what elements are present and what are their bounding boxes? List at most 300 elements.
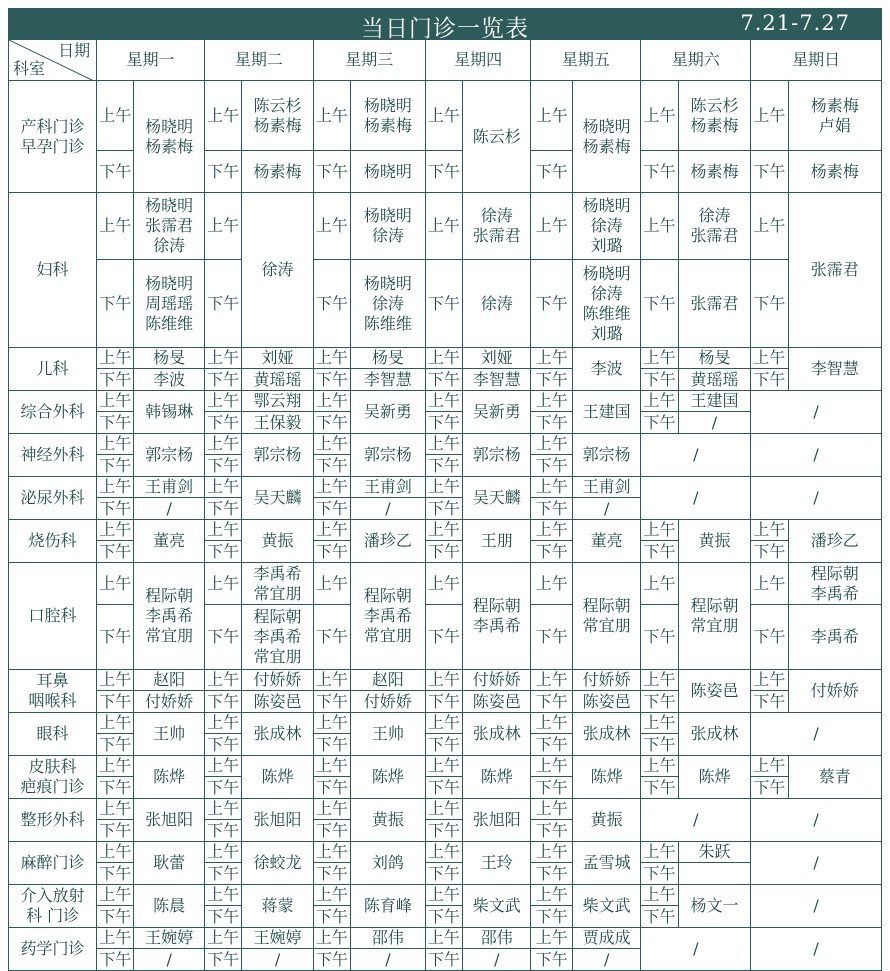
period-am-label: 上午 [531,477,572,498]
day-header-2: 星期二 [204,40,313,81]
corner-header [9,40,97,81]
dept-name: 眼科 [9,713,97,756]
period-am-label: 上午 [204,520,241,541]
period-pm-label: 下午 [531,151,572,193]
period-pm-label: 下午 [425,906,462,928]
period-am-label: 上午 [641,842,678,863]
period-am-label: 上午 [204,713,241,734]
period-pm-label: 下午 [531,949,572,971]
doctor-names-pm: 张霈君 [678,260,751,348]
doctor-names-pm: 黄瑶瑶 [242,369,314,391]
period-pm-label: 下午 [313,777,350,799]
period-pm-label: 下午 [97,455,134,477]
period-am-label: 上午 [204,81,241,151]
period-am-label: 上午 [97,520,134,541]
doctor-names-am: 杨晓明 张霈君 徐涛 [134,193,205,260]
period-pm-label: 下午 [313,151,350,193]
period-pm-label: 下午 [425,369,462,391]
period-pm-label: 下午 [313,541,350,563]
period-am-label: 上午 [531,563,572,605]
period-pm-label: 下午 [97,820,134,842]
doctor-names-pm: 黄瑶瑶 [678,369,751,391]
period-am-label: 上午 [641,391,678,412]
period-am-label: 上午 [97,81,134,151]
doctor-names: 耿蕾 [134,842,205,885]
doctor-names-am: 付娇娇 [572,670,640,691]
period-pm-label: 下午 [531,412,572,434]
period-pm-label: 下午 [204,734,241,756]
slash-cell: / [751,842,882,885]
doctor-names-am: 杨晓明 徐涛 刘璐 [572,193,640,260]
period-am-label: 上午 [751,520,788,541]
period-pm-label: 下午 [313,412,350,434]
period-pm-label: 下午 [641,906,678,928]
period-pm-label: 下午 [204,906,241,928]
period-pm-label: 下午 [313,949,350,971]
period-am-label: 上午 [204,756,241,777]
doctor-names-am: 刘娅 [242,348,314,369]
doctor-names-pm: 陈姿邑 [463,691,531,713]
doctor-names: 李波 [572,348,640,391]
period-am-label: 上午 [425,756,462,777]
doctor-names-am: 徐涛 张霈君 [463,193,531,260]
period-pm-label: 下午 [204,498,241,520]
period-am-label: 上午 [531,193,572,260]
date-range: 7.21-7.27 [740,11,850,35]
doctor-names-am: 付娇娇 [242,670,314,691]
period-pm-label: 下午 [425,691,462,713]
doctor-names: 王帅 [134,713,205,756]
doctor-names: 陈晨 [134,885,205,928]
period-pm-label: 下午 [204,820,241,842]
period-am-label: 上午 [641,713,678,734]
period-pm-label: 下午 [531,734,572,756]
period-pm-label: 下午 [531,260,572,348]
period-am-label: 上午 [531,799,572,820]
period-am-label: 上午 [751,756,788,777]
period-pm-label: 下午 [641,541,678,563]
doctor-names-am: 赵阳 [134,670,205,691]
doctor-names: 黄振 [351,799,426,842]
period-am-label: 上午 [641,756,678,777]
period-am-label: 上午 [641,81,678,151]
period-am-label: 上午 [313,713,350,734]
day-header-5: 星期五 [531,40,641,81]
doctor-names-pm: 杨晓明 徐涛 陈维维 [351,260,426,348]
doctor-names-pm: 徐涛 [463,260,531,348]
doctor-names-am: 杨旻 [351,348,426,369]
doctor-names: 程际朝 李禹希 常宜朋 [134,563,205,670]
doctor-names: 陈烨 [351,756,426,799]
slash-cell: / [641,799,751,842]
doctor-names-pm: / [463,949,531,971]
period-am-label: 上午 [531,520,572,541]
doctor-names-pm: / [242,949,314,971]
slash-cell: / [751,477,882,520]
doctor-names-pm: 杨晓明 徐涛 陈维维 刘璐 [572,260,640,348]
slash-cell: / [641,928,751,971]
doctor-names-am: 王婉婷 [134,928,205,949]
doctor-names-pm: 付娇娇 [351,691,426,713]
doctor-names: 黄振 [678,520,751,563]
period-pm-label: 下午 [204,605,241,670]
doctor-names-am: 徐涛 张霈君 [678,193,751,260]
period-am-label: 上午 [425,520,462,541]
period-pm-label: 下午 [531,498,572,520]
doctor-names-pm: 陈姿邑 [242,691,314,713]
period-am-label: 上午 [531,885,572,906]
doctor-names: 刘鸽 [351,842,426,885]
period-pm-label: 下午 [425,949,462,971]
doctor-names: 孟雪城 [572,842,640,885]
doctor-names: 张旭阳 [134,799,205,842]
slash-cell: / [751,713,882,756]
doctor-names: 韩锡琳 [134,391,205,434]
dept-name: 整形外科 [9,799,97,842]
doctor-names-am: 李禹希 常宜朋 [242,563,314,605]
dept-name: 麻醉门诊 [9,842,97,885]
period-am-label: 上午 [425,799,462,820]
doctor-names: 董亮 [572,520,640,563]
period-pm-label: 下午 [204,412,241,434]
period-am-label: 上午 [531,81,572,151]
period-am-label: 上午 [313,520,350,541]
period-pm-label: 下午 [641,260,678,348]
doctor-names: 陈烨 [463,756,531,799]
doctor-names: 程际朝 李禹希 [463,563,531,670]
doctor-names: 张成林 [572,713,640,756]
dept-name: 耳鼻 咽喉科 [9,670,97,713]
period-am-label: 上午 [425,391,462,412]
doctor-names: 柴文武 [463,885,531,928]
period-am-label: 上午 [425,81,462,151]
doctor-names: 吴天麟 [463,477,531,520]
doctor-names: 张旭阳 [463,799,531,842]
slash-cell: / [751,799,882,842]
doctor-names: 王玲 [463,842,531,885]
doctor-names: 潘珍乙 [351,520,426,563]
doctor-names-am: 王甫剑 [351,477,426,498]
doctor-names-pm: / [572,949,640,971]
period-am-label: 上午 [531,842,572,863]
doctor-names: 蔡青 [788,756,881,799]
doctor-names: 黄振 [572,799,640,842]
period-pm-label: 下午 [531,777,572,799]
period-am-label: 上午 [313,563,350,605]
dept-name: 药学门诊 [9,928,97,971]
period-am-label: 上午 [641,348,678,369]
period-am-label: 上午 [425,842,462,863]
slash-cell: / [641,477,751,520]
doctor-names-pm: 程际朝 李禹希 常宜朋 [242,605,314,670]
doctor-names: 陈云杉 [463,81,531,193]
doctor-names: 郭宗杨 [463,434,531,477]
period-am-label: 上午 [97,885,134,906]
doctor-names-am: 邵伟 [463,928,531,949]
period-pm-label: 下午 [531,369,572,391]
period-pm-label: 下午 [313,906,350,928]
doctor-names: 杨晓明 杨素梅 [572,81,640,193]
period-pm-label: 下午 [313,734,350,756]
doctor-names: 王建国 [572,391,640,434]
period-pm-label: 下午 [204,863,241,885]
period-am-label: 上午 [97,348,134,369]
doctor-names-am: 杨晓明 徐涛 [351,193,426,260]
period-pm-label: 下午 [313,455,350,477]
period-pm-label: 下午 [313,820,350,842]
doctor-names-pm: / [678,412,751,434]
period-pm-label: 下午 [641,863,678,885]
period-am-label: 上午 [425,477,462,498]
period-pm-label: 下午 [313,369,350,391]
doctor-names-am: 朱跃 [678,842,751,863]
period-am-label: 上午 [313,193,350,260]
doctor-names-pm: 付娇娇 [134,691,205,713]
doctor-names-pm: / [351,949,426,971]
period-am-label: 上午 [97,670,134,691]
period-pm-label: 下午 [425,777,462,799]
period-am-label: 上午 [641,670,678,691]
doctor-names-am: 王婉婷 [242,928,314,949]
period-am-label: 上午 [204,885,241,906]
period-pm-label: 下午 [97,541,134,563]
slash-cell: / [751,434,882,477]
period-am-label: 上午 [313,81,350,151]
period-pm-label: 下午 [313,605,350,670]
doctor-names: 郭宗杨 [351,434,426,477]
period-am-label: 上午 [425,348,462,369]
doctor-names-am: 杨旻 [678,348,751,369]
doctor-names: 杨文一 [678,885,751,928]
period-pm-label: 下午 [204,691,241,713]
period-am-label: 上午 [641,193,678,260]
period-am-label: 上午 [313,434,350,455]
period-pm-label: 下午 [641,412,678,434]
doctor-names: 张成林 [463,713,531,756]
period-am-label: 上午 [313,756,350,777]
doctor-names-am: 鄂云翔 [242,391,314,412]
period-pm-label: 下午 [204,541,241,563]
period-pm-label: 下午 [425,455,462,477]
corner-date-label: 日期 [58,41,91,60]
period-pm-label: 下午 [425,863,462,885]
period-am-label: 上午 [531,670,572,691]
doctor-names-am: 王甫剑 [572,477,640,498]
period-pm-label: 下午 [97,260,134,348]
dept-name: 妇科 [9,193,97,348]
period-am-label: 上午 [531,713,572,734]
doctor-names-am: 赵阳 [351,670,426,691]
period-am-label: 上午 [531,756,572,777]
doctor-names: 张成林 [242,713,314,756]
period-pm-label: 下午 [204,151,241,193]
period-pm-label: 下午 [531,455,572,477]
doctor-names-pm: 杨素梅 [678,151,751,193]
period-am-label: 上午 [531,434,572,455]
period-am-label: 上午 [204,670,241,691]
period-am-label: 上午 [531,391,572,412]
period-am-label: 上午 [204,434,241,455]
period-pm-label: 下午 [313,691,350,713]
period-pm-label: 下午 [751,777,788,799]
period-pm-label: 下午 [97,777,134,799]
corner-dept-label: 科室 [13,59,46,78]
doctor-names: 陈姿邑 [678,670,751,713]
period-pm-label: 下午 [204,455,241,477]
period-am-label: 上午 [204,477,241,498]
period-am-label: 上午 [425,434,462,455]
period-am-label: 上午 [97,799,134,820]
doctor-names-am: 王甫剑 [134,477,205,498]
period-am-label: 上午 [97,713,134,734]
period-am-label: 上午 [204,193,241,260]
doctor-names: 陈烨 [678,756,751,799]
day-header-7: 星期日 [751,40,882,81]
period-pm-label: 下午 [425,498,462,520]
doctor-names: 王朋 [463,520,531,563]
period-pm-label: 下午 [641,151,678,193]
period-pm-label: 下午 [751,151,788,193]
slash-cell: / [641,434,751,477]
doctor-names-pm: 李智慧 [463,369,531,391]
doctor-names-am: 付娇娇 [463,670,531,691]
period-pm-label: 下午 [204,777,241,799]
dept-name: 口腔科 [9,563,97,670]
doctor-names-am: 陈云杉 杨素梅 [678,81,751,151]
period-am-label: 上午 [204,842,241,863]
period-pm-label: 下午 [531,863,572,885]
period-am-label: 上午 [97,928,134,949]
doctor-names: 程际朝 常宜朋 [678,563,751,670]
doctor-names-am: 贾成成 [572,928,640,949]
doctor-names: 杨晓明 杨素梅 [134,81,205,193]
period-pm-label: 下午 [97,369,134,391]
title-bar [8,8,882,42]
doctor-names-am: 程际朝 李禹希 [788,563,881,605]
period-am-label: 上午 [313,885,350,906]
doctor-names: 郭宗杨 [134,434,205,477]
doctor-names: 张成林 [678,713,751,756]
period-pm-label: 下午 [531,605,572,670]
doctor-names: 陈烨 [572,756,640,799]
slash-cell: / [751,391,882,434]
doctor-names: 张霈君 [788,193,881,348]
dept-name: 泌尿外科 [9,477,97,520]
period-am-label: 上午 [425,885,462,906]
doctor-names-pm: 李智慧 [351,369,426,391]
doctor-names-pm: 陈姿邑 [572,691,640,713]
doctor-names: 柴文武 [572,885,640,928]
dept-name: 神经外科 [9,434,97,477]
doctor-names-pm: 杨晓明 周瑶瑶 陈维维 [134,260,205,348]
doctor-names-am: 杨晓明 杨素梅 [351,81,426,151]
period-am-label: 上午 [313,391,350,412]
period-am-label: 上午 [313,348,350,369]
doctor-names: 潘珍乙 [788,520,881,563]
doctor-names-am: 王建国 [678,391,751,412]
doctor-names: 蒋蒙 [242,885,314,928]
period-am-label: 上午 [751,348,788,369]
period-pm-label: 下午 [97,605,134,670]
period-pm-label: 下午 [204,260,241,348]
doctor-names: 吴新勇 [351,391,426,434]
doctor-names: 李智慧 [788,348,881,391]
period-pm-label: 下午 [531,820,572,842]
period-am-label: 上午 [641,563,678,605]
period-pm-label: 下午 [425,541,462,563]
period-am-label: 上午 [97,434,134,455]
doctor-names: 董亮 [134,520,205,563]
doctor-names-pm: 王保毅 [242,412,314,434]
doctor-names: 王帅 [351,713,426,756]
period-am-label: 上午 [97,756,134,777]
period-pm-label: 下午 [425,151,462,193]
day-header-6: 星期六 [641,40,751,81]
period-pm-label: 下午 [751,260,788,348]
period-pm-label: 下午 [425,412,462,434]
dept-name: 产科门诊 早孕门诊 [9,81,97,193]
doctor-names: 郭宗杨 [572,434,640,477]
doctor-names-am: 刘娅 [463,348,531,369]
period-pm-label: 下午 [97,498,134,520]
period-pm-label: 下午 [313,863,350,885]
doctor-names: 陈烨 [242,756,314,799]
period-pm-label: 下午 [97,151,134,193]
doctor-names: 付娇娇 [788,670,881,713]
doctor-names: 郭宗杨 [242,434,314,477]
doctor-names: 吴天麟 [242,477,314,520]
period-pm-label: 下午 [97,906,134,928]
doctor-names-pm [678,863,751,885]
doctor-names-pm: / [572,498,640,520]
period-am-label: 上午 [313,670,350,691]
period-pm-label: 下午 [641,369,678,391]
doctor-names-pm: 李波 [134,369,205,391]
period-pm-label: 下午 [97,949,134,971]
period-pm-label: 下午 [97,734,134,756]
doctor-names-am: 杨素梅 卢娟 [788,81,881,151]
period-am-label: 上午 [751,670,788,691]
period-pm-label: 下午 [641,777,678,799]
period-am-label: 上午 [641,885,678,906]
period-am-label: 上午 [641,520,678,541]
period-am-label: 上午 [751,563,788,605]
period-am-label: 上午 [313,842,350,863]
period-pm-label: 下午 [204,369,241,391]
period-pm-label: 下午 [97,412,134,434]
period-am-label: 上午 [97,477,134,498]
doctor-names: 陈烨 [134,756,205,799]
period-pm-label: 下午 [531,906,572,928]
doctor-names-pm: / [134,498,205,520]
doctor-names-am: 邵伟 [351,928,426,949]
period-am-label: 上午 [531,348,572,369]
period-am-label: 上午 [425,563,462,605]
dept-name: 综合外科 [9,391,97,434]
period-am-label: 上午 [313,799,350,820]
period-am-label: 上午 [204,563,241,605]
period-pm-label: 下午 [204,949,241,971]
period-pm-label: 下午 [425,820,462,842]
period-pm-label: 下午 [531,541,572,563]
doctor-names: 程际朝 李禹希 常宜朋 [351,563,426,670]
period-am-label: 上午 [204,799,241,820]
period-am-label: 上午 [425,713,462,734]
doctor-names: 徐蛟龙 [242,842,314,885]
doctor-names-am: 杨旻 [134,348,205,369]
period-pm-label: 下午 [97,863,134,885]
period-pm-label: 下午 [751,605,788,670]
